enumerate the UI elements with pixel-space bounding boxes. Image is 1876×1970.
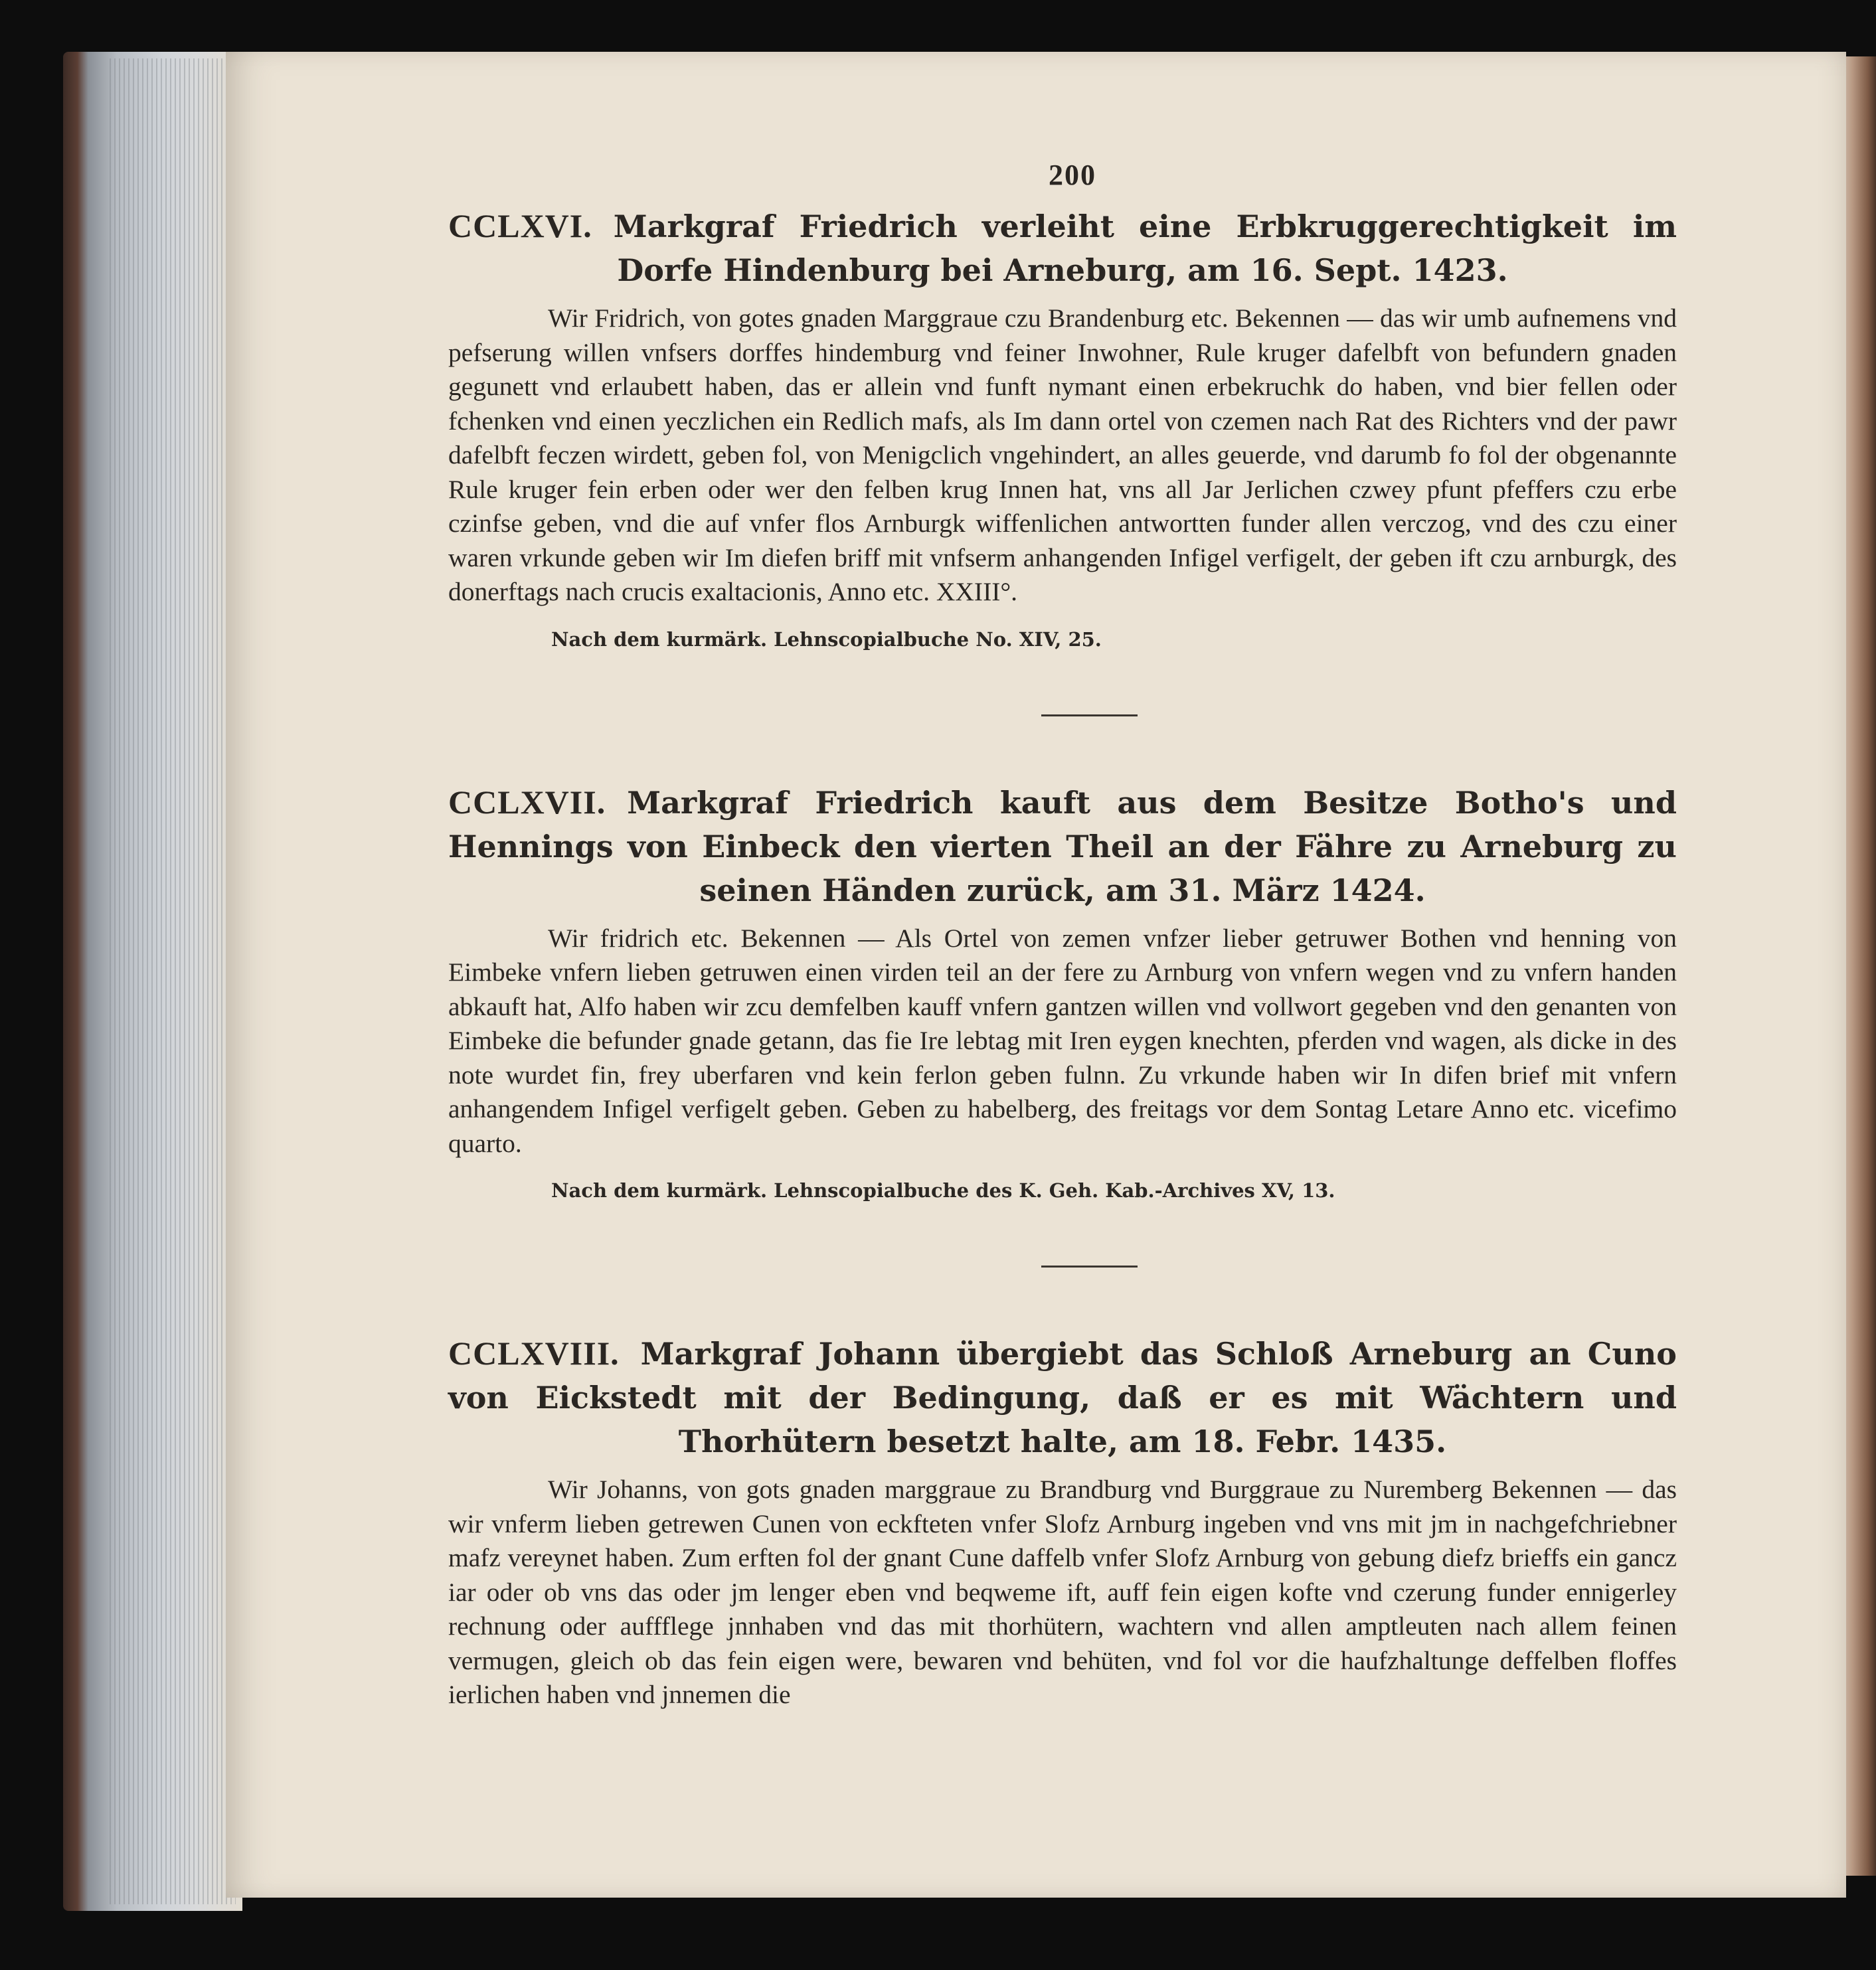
section-body (448, 1473, 1677, 1712)
section-divider (1041, 714, 1138, 716)
page-number: 200 (1049, 159, 1096, 191)
section-source: Nach dem kurmärk. Lehnscopialbuche No. XIV, 25. (551, 627, 1102, 651)
section-cclxviii (448, 1331, 1677, 1712)
section-source: Nach dem kurmärk. Lehnscopialbuche des K. Geh. Kab.-Archives XV, 13. (551, 1179, 1335, 1202)
section-title: Markgraf Friedrich kauft aus dem Besitze Botho's und Hennings von Einbeck den vierten Theil an der Fähre zu Arneburg zu seinen Händen zurück, am 31. März 1424. (448, 784, 1677, 908)
section-body-text: Wir fridrich etc. Bekennen — Als Ortel von zemen vnfzer lieber getruwer Bothen vnd henning von Eimbeke vnfern lieben getruwen einen virden teil an der fere zu Arnburg von vnfern wegen vnd zu vnfern handen abkauft hat, Alfo haben wir zcu demfelben kauff vnfern gantzen willen vnd vollwort gegeben vnd den genanten von Eimbeke die befunder gnade getann, das fie Ire lebtag mit Iren eygen knechten, pferden vnd wagen, als dicke in des note wurdet fin, frey uberfaren vnd kein ferlon geben fulnn. Zu vrkunde haben wir In difen brief mit vnfern anhangendem Infigel verfigelt geben. Geben zu habelberg, des freitags vor dem Sontag Letare Anno etc. vicefimo quarto. (448, 923, 1677, 1158)
section-body (448, 922, 1677, 1161)
section-body-text: Wir Johanns, von gots gnaden marggraue zu Brandburg vnd Burggraue zu Nuremberg Bekennen — das wir vnferm lieben getrewen Cunen von eckfteten vnfer Slofz Arnburg ingeben vnd vns mit jm in nachgefchriebner mafz vereynet haben. Zum erften fol der gnant Cune daffelb vnfer Slofz Arnburg von gebung diefz brieffs ein gancz iar oder ob vns das oder jm lenger eben vnd beqweme ift, auff fein eigen kofte vnd czerung funder ennigerley rechnung oder auffflege jnnhaben vnd das mit thorhütern, wachtern vnd allen amptleuten nach allem feinen vermugen, gleich ob das fein eigen were, bewaren vnd behüten, vnd fol vor die haufzhaltunge deffelben floffes ierlichen haben vnd jnnemen die (448, 1475, 1677, 1709)
section-numeral: CCLXVII. (448, 783, 606, 821)
section-title: Markgraf Friedrich verleiht eine Erbkruggerechtigkeit im Dorfe Hindenburg bei Arneburg, am 16. Sept. 1423. (613, 208, 1677, 288)
book-page-edges (63, 52, 242, 1911)
page-content (448, 158, 1677, 1712)
section-heading (448, 1331, 1677, 1463)
book-page (226, 52, 1846, 1898)
section-title: Markgraf Johann übergiebt das Schloß Arneburg an Cuno von Eickstedt mit der Bedingung, daß er es mit Wächtern und Thorhütern besetzt halte, am 18. Febr. 1435. (448, 1336, 1677, 1459)
section-heading (448, 780, 1677, 912)
section-body (448, 301, 1677, 610)
section-body-text: Wir Fridrich, von gotes gnaden Marggraue czu Brandenburg etc. Bekennen — das wir umb aufnemens vnd pefserung willen vnfsers dorffes hindemburg vnd feiner Inwohner, Rule kruger dafelbft von befundern gnaden gegunett vnd erlaubett haben, das er allein vnd funft nymant einen erbekruchk do haben, vnd bier fellen oder fchenken vnd einen yeczlichen ein Redlich mafs, als Im dann ortel von czemen nach Rat des Richters vnd der pawr dafelbft feczen wirdett, geben fol, von Menigclich vngehindert, an alles geuerde, vnd darumb fo fol der obgenannte Rule kruger fein erben oder wer den felben krug Innen hat, vns all Jar Jerlichen czwey pfunt pfeffers czu erbe czinfse geben, vnd die auf vnfer flos Arnburgk wiffenlichen antwortten funder allen verczog, vnd des czu einer waren vrkunde geben wir Im diefen briff mit vnfserm anhangenden Infigel verfigelt, der geben ift czu arnburgk, des donerftags nach crucis exaltacionis, Anno etc. XXIII°. (448, 303, 1677, 606)
section-cclxvii (448, 780, 1677, 1202)
section-heading (448, 204, 1677, 292)
section-numeral: CCLXVI. (448, 207, 592, 244)
section-numeral: CCLXVIII. (448, 1335, 620, 1372)
section-cclxvi (448, 204, 1677, 651)
section-divider (1041, 1266, 1138, 1268)
